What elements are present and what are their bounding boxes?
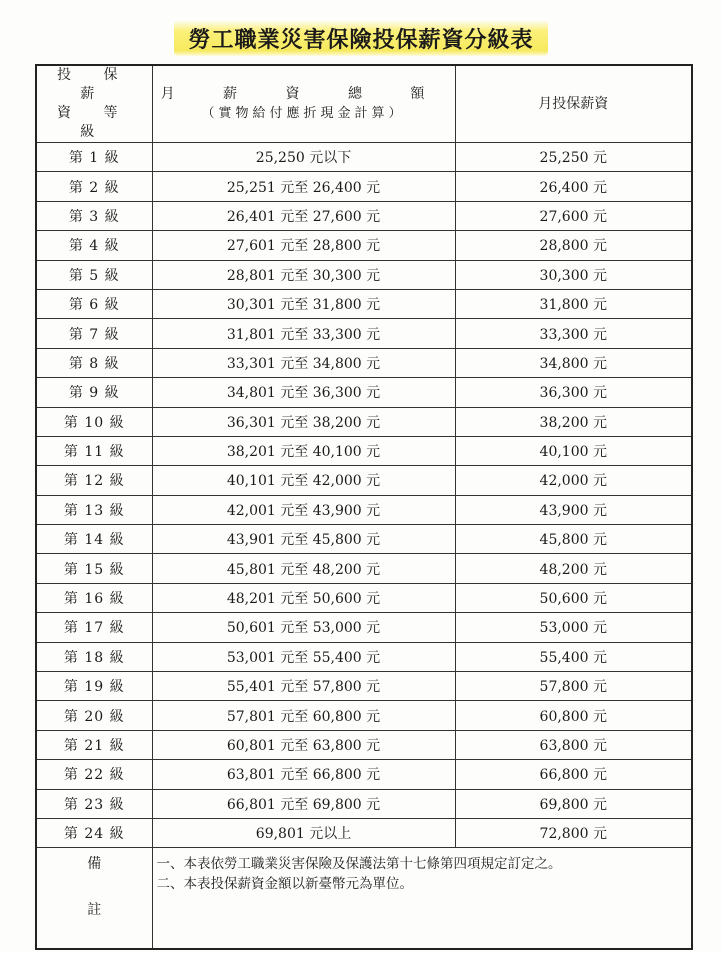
- notes-label-bottom: 註: [87, 902, 102, 919]
- range-cell: 34,801 元至 36,300 元: [152, 378, 455, 407]
- header-insured: 月投保薪資: [455, 65, 692, 143]
- insured-cell: 34,800 元: [455, 348, 692, 377]
- grade-cell: 第 18 級: [36, 642, 152, 671]
- insured-cell: 53,000 元: [455, 613, 692, 642]
- insured-cell: 69,800 元: [455, 789, 692, 818]
- range-cell: 28,801 元至 30,300 元: [152, 260, 455, 289]
- insured-cell: 33,300 元: [455, 319, 692, 348]
- insured-cell: 28,800 元: [455, 231, 692, 260]
- range-cell: 50,601 元至 53,000 元: [152, 613, 455, 642]
- table-row: [36, 642, 692, 671]
- grade-cell: 第 2 級: [36, 172, 152, 201]
- table-row: [36, 730, 692, 759]
- table-body: [36, 143, 692, 848]
- table-row: [36, 701, 692, 730]
- grade-cell: 第 5 級: [36, 260, 152, 289]
- table-header-row: [36, 65, 692, 143]
- range-cell: 66,801 元至 69,800 元: [152, 789, 455, 818]
- table-row: [36, 260, 692, 289]
- range-cell: 27,601 元至 28,800 元: [152, 231, 455, 260]
- range-cell: 60,801 元至 63,800 元: [152, 730, 455, 759]
- table-row: [36, 789, 692, 818]
- notes-label: [36, 848, 152, 950]
- insured-cell: 60,800 元: [455, 701, 692, 730]
- table-row: [36, 554, 692, 583]
- insured-cell: 57,800 元: [455, 672, 692, 701]
- notes-row: [36, 848, 692, 950]
- salary-grade-table: [35, 64, 693, 950]
- range-cell: 55,401 元至 57,800 元: [152, 672, 455, 701]
- notes-content: [152, 848, 692, 950]
- header-grade-line2: 資 等 級: [57, 105, 132, 140]
- table-row: [36, 407, 692, 436]
- table-row: [36, 378, 692, 407]
- range-cell: 42,001 元至 43,900 元: [152, 495, 455, 524]
- range-cell: 48,201 元至 50,600 元: [152, 583, 455, 612]
- grade-cell: 第 23 級: [36, 789, 152, 818]
- range-cell: 33,301 元至 34,800 元: [152, 348, 455, 377]
- header-grade-line1: 投 保 薪: [57, 67, 132, 102]
- table-row: [36, 319, 692, 348]
- grade-cell: 第 10 級: [36, 407, 152, 436]
- page-title: 勞工職業災害保險投保薪資分級表: [174, 20, 547, 56]
- grade-cell: 第 12 級: [36, 466, 152, 495]
- grade-cell: 第 9 級: [36, 378, 152, 407]
- insured-cell: 30,300 元: [455, 260, 692, 289]
- table-row: [36, 143, 692, 172]
- insured-cell: 26,400 元: [455, 172, 692, 201]
- range-cell: 43,901 元至 45,800 元: [152, 525, 455, 554]
- insured-cell: 66,800 元: [455, 760, 692, 789]
- header-range: [152, 65, 455, 143]
- header-range-line1: 月 薪 資 總 額: [160, 86, 447, 102]
- range-cell: 40,101 元至 42,000 元: [152, 466, 455, 495]
- grade-cell: 第 1 級: [36, 143, 152, 172]
- table-row: [36, 348, 692, 377]
- table-row: [36, 525, 692, 554]
- table-row: [36, 672, 692, 701]
- range-cell: 53,001 元至 55,400 元: [152, 642, 455, 671]
- insured-cell: 31,800 元: [455, 289, 692, 318]
- grade-cell: 第 8 級: [36, 348, 152, 377]
- table-row: [36, 495, 692, 524]
- grade-cell: 第 13 級: [36, 495, 152, 524]
- range-cell: 36,301 元至 38,200 元: [152, 407, 455, 436]
- range-cell: 31,801 元至 33,300 元: [152, 319, 455, 348]
- title-area: [0, 20, 722, 56]
- grade-cell: 第 11 級: [36, 436, 152, 465]
- grade-cell: 第 21 級: [36, 730, 152, 759]
- insured-cell: 38,200 元: [455, 407, 692, 436]
- table-row: [36, 583, 692, 612]
- insured-cell: 43,900 元: [455, 495, 692, 524]
- table-row: [36, 201, 692, 230]
- insured-cell: 48,200 元: [455, 554, 692, 583]
- grade-cell: 第 6 級: [36, 289, 152, 318]
- grade-cell: 第 15 級: [36, 554, 152, 583]
- header-range-line2: （實物給付應折現金計算）: [201, 106, 406, 121]
- range-cell: 26,401 元至 27,600 元: [152, 201, 455, 230]
- grade-cell: 第 22 級: [36, 760, 152, 789]
- grade-cell: 第 16 級: [36, 583, 152, 612]
- insured-cell: 40,100 元: [455, 436, 692, 465]
- range-cell: 63,801 元至 66,800 元: [152, 760, 455, 789]
- range-cell: 69,801 元以上: [152, 818, 455, 847]
- insured-cell: 36,300 元: [455, 378, 692, 407]
- range-cell: 57,801 元至 60,800 元: [152, 701, 455, 730]
- insured-cell: 27,600 元: [455, 201, 692, 230]
- header-grade: [36, 65, 152, 143]
- grade-cell: 第 24 級: [36, 818, 152, 847]
- grade-cell: 第 3 級: [36, 201, 152, 230]
- table-row: [36, 172, 692, 201]
- insured-cell: 42,000 元: [455, 466, 692, 495]
- table-row: [36, 466, 692, 495]
- insured-cell: 50,600 元: [455, 583, 692, 612]
- grade-cell: 第 7 級: [36, 319, 152, 348]
- grade-cell: 第 4 級: [36, 231, 152, 260]
- table-row: [36, 231, 692, 260]
- grade-cell: 第 20 級: [36, 701, 152, 730]
- table-row: [36, 613, 692, 642]
- insured-cell: 63,800 元: [455, 730, 692, 759]
- grade-cell: 第 14 級: [36, 525, 152, 554]
- insured-cell: 45,800 元: [455, 525, 692, 554]
- insured-cell: 72,800 元: [455, 818, 692, 847]
- grade-cell: 第 19 級: [36, 672, 152, 701]
- range-cell: 30,301 元至 31,800 元: [152, 289, 455, 318]
- range-cell: 38,201 元至 40,100 元: [152, 436, 455, 465]
- range-cell: 25,250 元以下: [152, 143, 455, 172]
- table-row: [36, 760, 692, 789]
- range-cell: 45,801 元至 48,200 元: [152, 554, 455, 583]
- notes-label-top: 備: [87, 856, 102, 873]
- insured-cell: 25,250 元: [455, 143, 692, 172]
- table-row: [36, 436, 692, 465]
- grade-cell: 第 17 級: [36, 613, 152, 642]
- range-cell: 25,251 元至 26,400 元: [152, 172, 455, 201]
- insured-cell: 55,400 元: [455, 642, 692, 671]
- note-item-1: 一、本表依勞工職業災害保險及保護法第十七條第四項規定訂定之。: [156, 856, 562, 873]
- table-row: [36, 289, 692, 318]
- table-row: [36, 818, 692, 847]
- note-item-2: 二、本表投保薪資金額以新臺幣元為單位。: [156, 876, 413, 893]
